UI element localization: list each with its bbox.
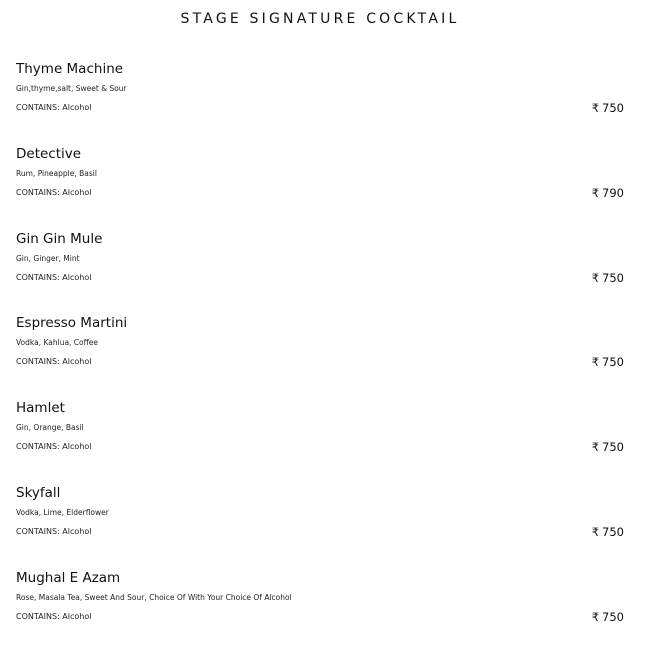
item-name: Espresso Martini <box>16 315 128 332</box>
price-value: 750 <box>602 609 624 624</box>
currency-symbol: ₹ <box>591 355 600 370</box>
item-description: Vodka, Lime, Elderflower <box>16 507 109 517</box>
price-value: 750 <box>602 355 624 370</box>
item-contains: CONTAINS: Alcohol <box>16 272 92 282</box>
item-price <box>592 525 624 539</box>
menu-item-hamlet[interactable] <box>16 400 624 485</box>
item-price <box>592 440 624 454</box>
menu-item-thyme-machine[interactable] <box>16 61 624 146</box>
currency-symbol: ₹ <box>591 101 600 115</box>
menu-item-espresso-martini[interactable] <box>16 315 624 400</box>
item-price <box>592 271 624 285</box>
currency-symbol: ₹ <box>591 524 600 539</box>
item-price <box>592 610 624 624</box>
menu-item-detective[interactable] <box>16 146 624 231</box>
item-name: Hamlet <box>16 400 65 417</box>
currency-symbol: ₹ <box>591 270 600 285</box>
currency-symbol: ₹ <box>591 185 600 200</box>
currency-symbol: ₹ <box>591 440 600 455</box>
item-contains: CONTAINS: Alcohol <box>16 611 92 621</box>
item-name: Detective <box>16 145 82 162</box>
item-name: Mughal E Azam <box>16 569 121 586</box>
item-price <box>592 101 624 115</box>
item-price <box>592 186 624 200</box>
item-contains: CONTAINS: Alcohol <box>16 357 92 367</box>
item-price <box>592 355 624 369</box>
item-contains: CONTAINS: Alcohol <box>16 442 92 452</box>
item-description: Gin,thyme,salt, Sweet & Sour <box>16 84 127 93</box>
item-contains: CONTAINS: Alcohol <box>16 526 92 536</box>
item-description: Vodka, Kahlua, Coffee <box>16 338 99 348</box>
item-description: Rum, Pineapple, Basil <box>16 168 97 178</box>
price-value: 750 <box>602 270 624 285</box>
item-description: Rose, Masala Tea, Sweet And Sour, Choice Of With Your Choice Of Alcohol <box>16 592 292 602</box>
price-value: 750 <box>602 440 624 455</box>
item-name: Gin Gin Mule <box>16 230 103 247</box>
menu-item-mughal-e-azam[interactable] <box>16 570 624 655</box>
item-description: Gin, Ginger, Mint <box>16 253 80 263</box>
menu-list <box>16 61 624 655</box>
item-name: Thyme Machine <box>16 61 124 77</box>
item-contains: CONTAINS: Alcohol <box>16 187 92 197</box>
price-value: 790 <box>602 185 624 200</box>
currency-symbol: ₹ <box>591 609 600 624</box>
item-name: Skyfall <box>16 484 61 501</box>
item-description: Gin, Orange, Basil <box>16 423 84 433</box>
menu-item-skyfall[interactable] <box>16 485 624 570</box>
menu-title: STAGE SIGNATURE COCKTAIL <box>180 11 460 27</box>
price-value: 750 <box>602 101 624 115</box>
price-value: 750 <box>602 524 624 539</box>
item-contains: CONTAINS: Alcohol <box>16 103 92 112</box>
menu-item-gin-gin-mule[interactable] <box>16 231 624 316</box>
